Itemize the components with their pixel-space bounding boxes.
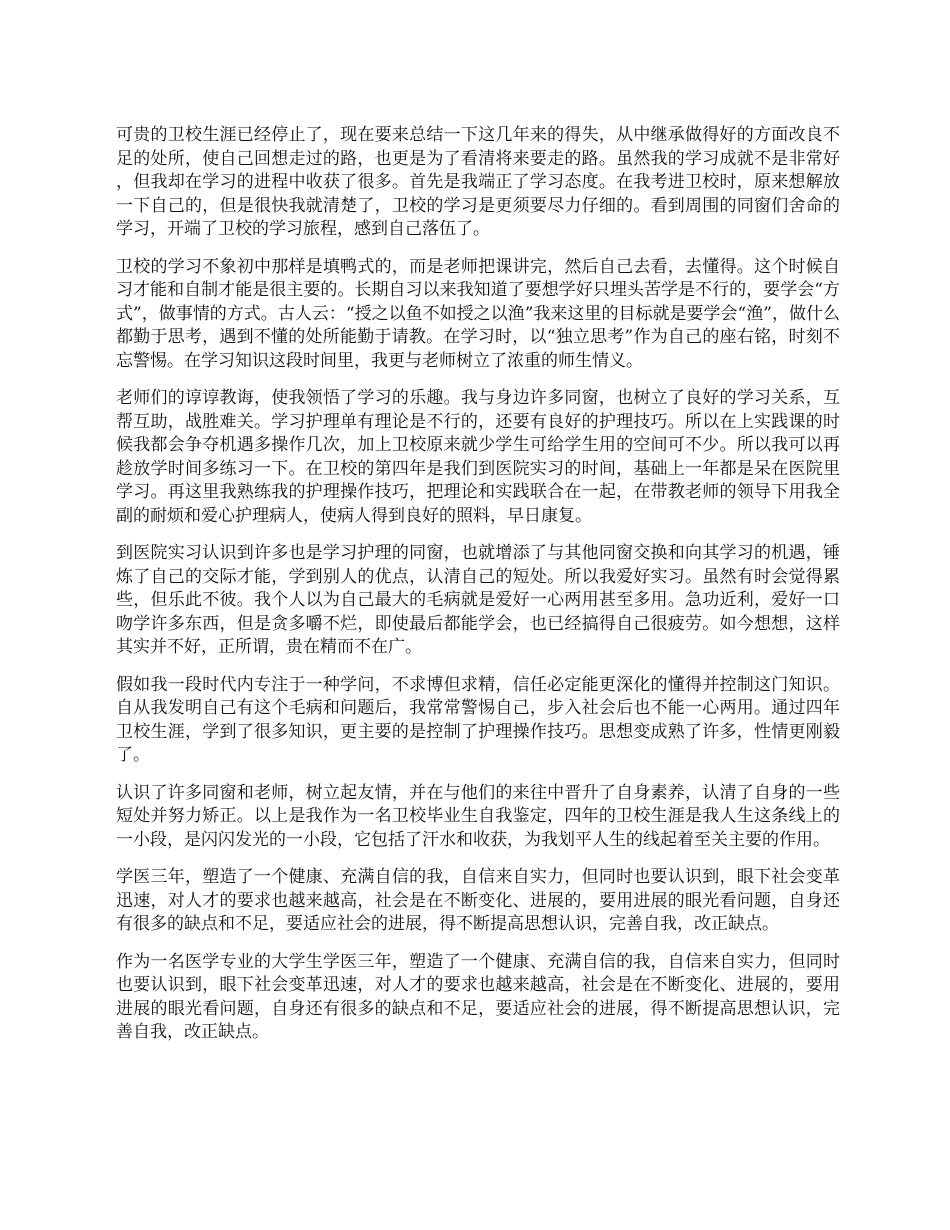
paragraph-2: 卫校的学习不象初中那样是填鸭式的，而是老师把课讲完，然后自己去看，去懂得。这个时候自习才能和自制才能是很主要的。长期自习以来我知道了要想学好只埋头苦学是不行的，要学会“方式”，做事情的方式。古人云：“授之以鱼不如授之以渔”我来这里的目标就是要学会“渔”，做什么都勤于思考，遇到不懂的处所能勤于请教。在学习时，以“独立思考”作为自己的座右铭，时刻不忘警惕。在学习知识这段时间里，我更与老师树立了浓重的师生情义。 bbox=[116, 256, 840, 371]
paragraph-6: 认识了许多同窗和老师，树立起友情，并在与他们的来往中晋升了自身素养，认清了自身的一些短处并努力矫正。以上是我作为一名卫校毕业生自我鉴定，四年的卫校生涯是我人生这条线上的一小段，是闪闪发光的一小段，它包括了汗水和收获，为我划平人生的线起着至关主要的作用。 bbox=[116, 782, 840, 850]
paragraph-1: 可贵的卫校生涯已经停止了，现在要来总结一下这几年来的得失，从中继承做得好的方面改良不足的处所，使自己回想走过的路，也更是为了看清将来要走的路。虽然我的学习成就不是非常好，但我却在学习的进程中收获了很多。首先是我端正了学习态度。在我考进卫校时，原来想解放一下自己的，但是很快我就清楚了，卫校的学习是更须要尽力仔细的。看到周围的同窗们舍命的学习，开端了卫校的学习旅程，感到自己落伍了。 bbox=[116, 125, 840, 239]
paragraph-7: 学医三年，塑造了一个健康、充满自信的我，自信来自实力，但同时也要认识到，眼下社会变革迅速，对人才的要求也越来越高，社会是在不断变化、进展的，要用进展的眼光看问题，自身还有很多的缺点和不足，要适应社会的进展，得不断提高思想认识，完善自我，改正缺点。 bbox=[116, 867, 840, 934]
paragraph-8: 作为一名医学专业的大学生学医三年，塑造了一个健康、充满自信的我，自信来自实力，但同时也要认识到，眼下社会变革迅速，对人才的要求也越来越高，社会是在不断变化、进展的，要用进展的眼光看问题，自身还有很多的缺点和不足，要适应社会的进展，得不断提高思想认识，完善自我，改正缺点。 bbox=[116, 951, 840, 1042]
paragraph-5: 假如我一段时代内专注于一种学问，不求博但求精，信任必定能更深化的懂得并控制这门知识。自从我发明自己有这个毛病和问题后，我常常警惕自己，步入社会后也不能一心两用。通过四年卫校生涯，学到了很多知识，更主要的是控制了护理操作技巧。思想变成熟了许多，性情更刚毅了。 bbox=[116, 674, 840, 765]
paragraph-3: 老师们的谆谆教诲，使我领悟了学习的乐趣。我与身边许多同窗，也树立了良好的学习关系，互帮互助，战胜难关。学习护理单有理论是不行的，还要有良好的护理技巧。所以在上实践课的时候我都会争夺机遇多操作几次，加上卫校原来就少学生可给学生用的空间可不少。所以我可以再趁放学时间多练习一下。在卫校的第四年是我们到医院实习的时间，基础上一年都是呆在医院里学习。再这里我熟练我的护理操作技巧，把理论和实践联合在一起，在带教老师的领导下用我全副的耐烦和爱心护理病人，使病人得到良好的照料，早日康复。 bbox=[116, 388, 840, 526]
document-body bbox=[116, 124, 840, 1059]
paragraph-4: 到医院实习认识到许多也是学习护理的同窗，也就增添了与其他同窗交换和向其学习的机遇，锤炼了自己的交际才能，学到别人的优点，认清自己的短处。所以我爱好实习。虽然有时会觉得累些，但乐此不彼。我个人以为自己最大的毛病就是爱好一心两用甚至多用。急功近利，爱好一口吻学许多东西，但是贪多嚼不烂，即使最后都能学会，也已经搞得自己很疲劳。如今想想，这样其实并不好，正所谓，贵在精而不在广。 bbox=[116, 543, 840, 657]
